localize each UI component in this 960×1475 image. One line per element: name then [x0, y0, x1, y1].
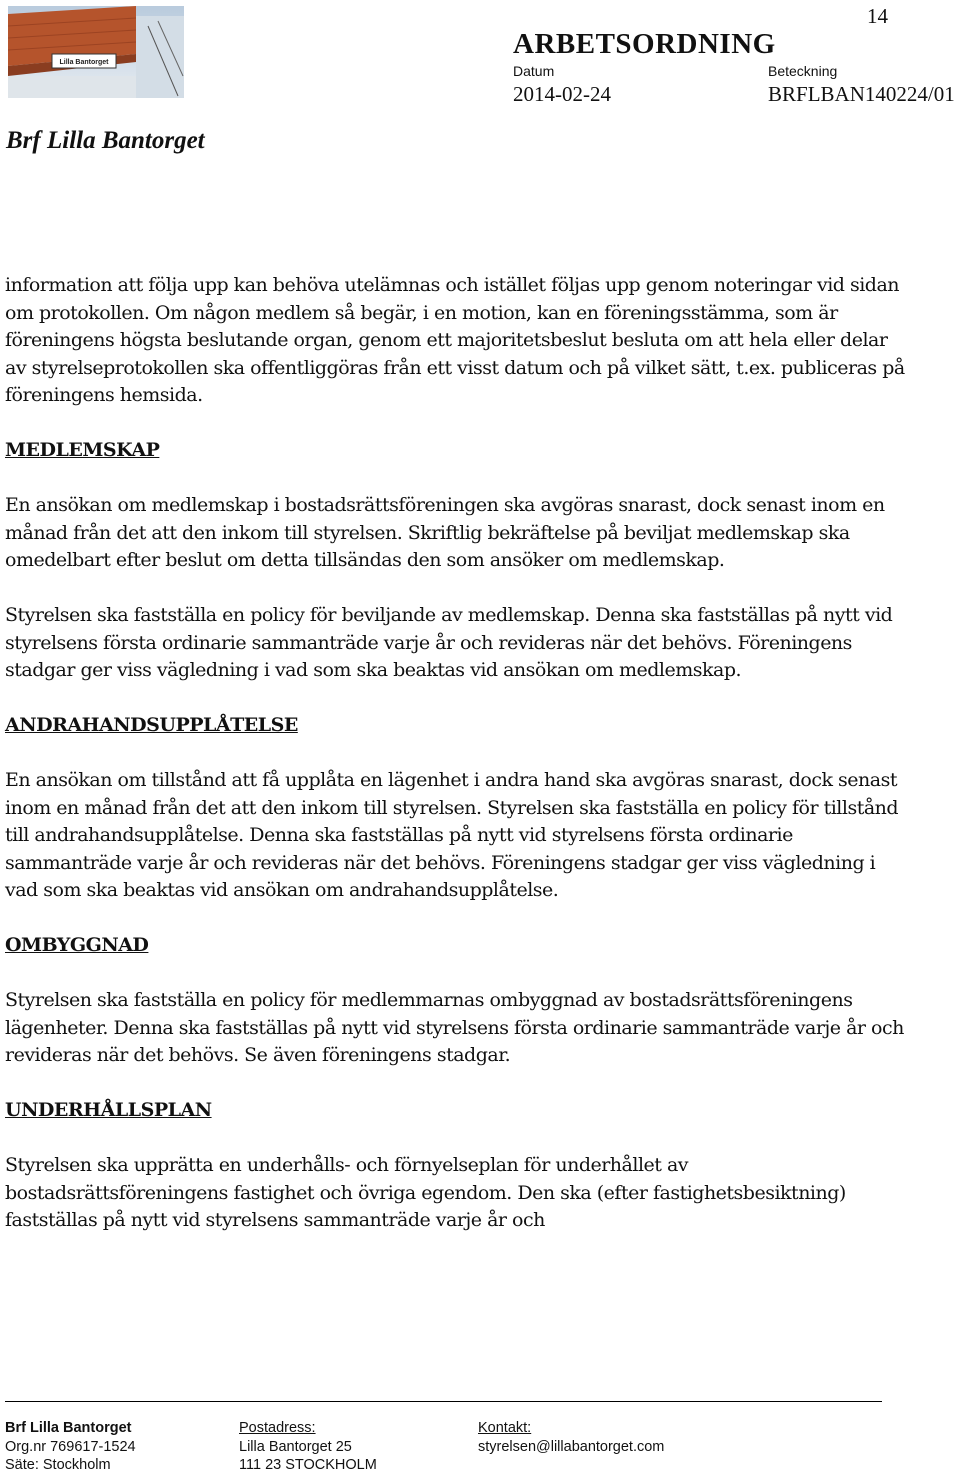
footer-postal: [239, 1419, 377, 1475]
document-type: ARBETSORDNING: [513, 28, 776, 60]
footer-postal-label: Postadress:: [239, 1420, 316, 1436]
organization-logo: [8, 6, 184, 98]
footer-org-number: Org.nr 769617-1524: [5, 1438, 136, 1455]
intro-paragraph: information att följa upp kan behöva utelämnas och istället följas upp genom noteringar vid sidan om protokollen. Om någon medlem så begär, i en motion, kan en föreningsstämma, som är föreningens högsta beslutande organ, genom ett majoritetsbeslut besluta om att hela eller delar av styrelseprotokollen ska offentliggöras från ett visst datum och på vilket sätt, t.ex. publiceras på föreningens hemsida.: [5, 274, 905, 406]
reference-label: Beteckning: [768, 63, 838, 79]
footer-postal-street: Lilla Bantorget 25: [239, 1438, 352, 1455]
section-heading: MEDLEMSKAP: [5, 439, 160, 461]
footer-seat: Säte: Stockholm: [5, 1457, 111, 1473]
date-label: Datum: [513, 63, 555, 79]
section-ombyggnad: [5, 932, 905, 1070]
section-paragraph: En ansökan om medlemskap i bostadsrättsföreningen ska avgöras snarast, dock senast inom en månad från det att den inkom till styrelsen. Skriftlig bekräftelse på beviljat medlemskap ska omedelbart efter beslut om detta tillsändas den som ansöker om medlemskap.: [5, 494, 885, 571]
section-paragraph: Styrelsen ska fastställa en policy för beviljande av medlemskap. Denna ska fastställas på nytt vid styrelsens första ordinarie sammanträde varje år och revideras när det behövs. Föreningens stadgar ger viss vägledning i vad som ska beaktas vid ansökan om medlemskap.: [5, 604, 893, 681]
section-heading: UNDERHÅLLSPLAN: [5, 1099, 212, 1121]
date-value: 2014-02-24: [513, 82, 611, 106]
page-number: 14: [867, 4, 888, 28]
footer-postal-city: 111 23 STOCKHOLM: [239, 1457, 377, 1473]
section-paragraph: Styrelsen ska fastställa en policy för medlemmarnas ombyggnad av bostadsrättsföreningens lägenheter. Denna ska fastställas på nytt vid styrelsens första ordinarie sammanträde varje år och revideras när det behövs. Se även föreningens stadgar.: [5, 989, 904, 1066]
section-underhallsplan: [5, 1097, 905, 1235]
section-paragraph: En ansökan om tillstånd att få upplåta en lägenhet i andra hand ska avgöras snarast, dock senast inom en månad från det att den inkom till styrelsen. Styrelsen ska fastställa en policy för tillstånd till andrahandsupplåtelse. Denna ska fastställas på nytt vid styrelsens första ordinarie sammanträde varje år och revideras när det behövs. Föreningens stadgar ger viss vägledning i vad som ska beaktas vid ansökan om andrahandsupplåtelse.: [5, 769, 899, 901]
footer-contact-email[interactable]: styrelsen@lillabantorget.com: [478, 1438, 665, 1455]
reference-value: BRFLBAN140224/01: [768, 82, 955, 106]
document-body: [5, 272, 905, 1262]
section-andrahandsupplatelse: [5, 712, 905, 905]
logo-photo: [8, 6, 184, 98]
section-heading: ANDRAHANDSUPPLÅTELSE: [5, 714, 298, 736]
footer-divider: [5, 1401, 882, 1402]
footer-contact-label: Kontakt:: [478, 1420, 532, 1436]
footer-org-name: Brf Lilla Bantorget: [5, 1420, 132, 1436]
logo-sign-text: Lilla Bantorget: [59, 59, 109, 66]
section-paragraph: Styrelsen ska upprätta en underhålls- och förnyelseplan för underhållet av bostadsrättsföreningens fastighet och övriga egendom. Den ska (efter fastighetsbesiktning) fastställas på nytt vid styrelsens sammanträde varje år och: [5, 1154, 846, 1231]
footer-contact: [478, 1419, 664, 1456]
organization-title: Brf Lilla Bantorget: [6, 127, 205, 154]
footer-organization: [5, 1419, 136, 1475]
section-medlemskap: [5, 437, 905, 685]
section-heading: OMBYGGNAD: [5, 934, 149, 956]
